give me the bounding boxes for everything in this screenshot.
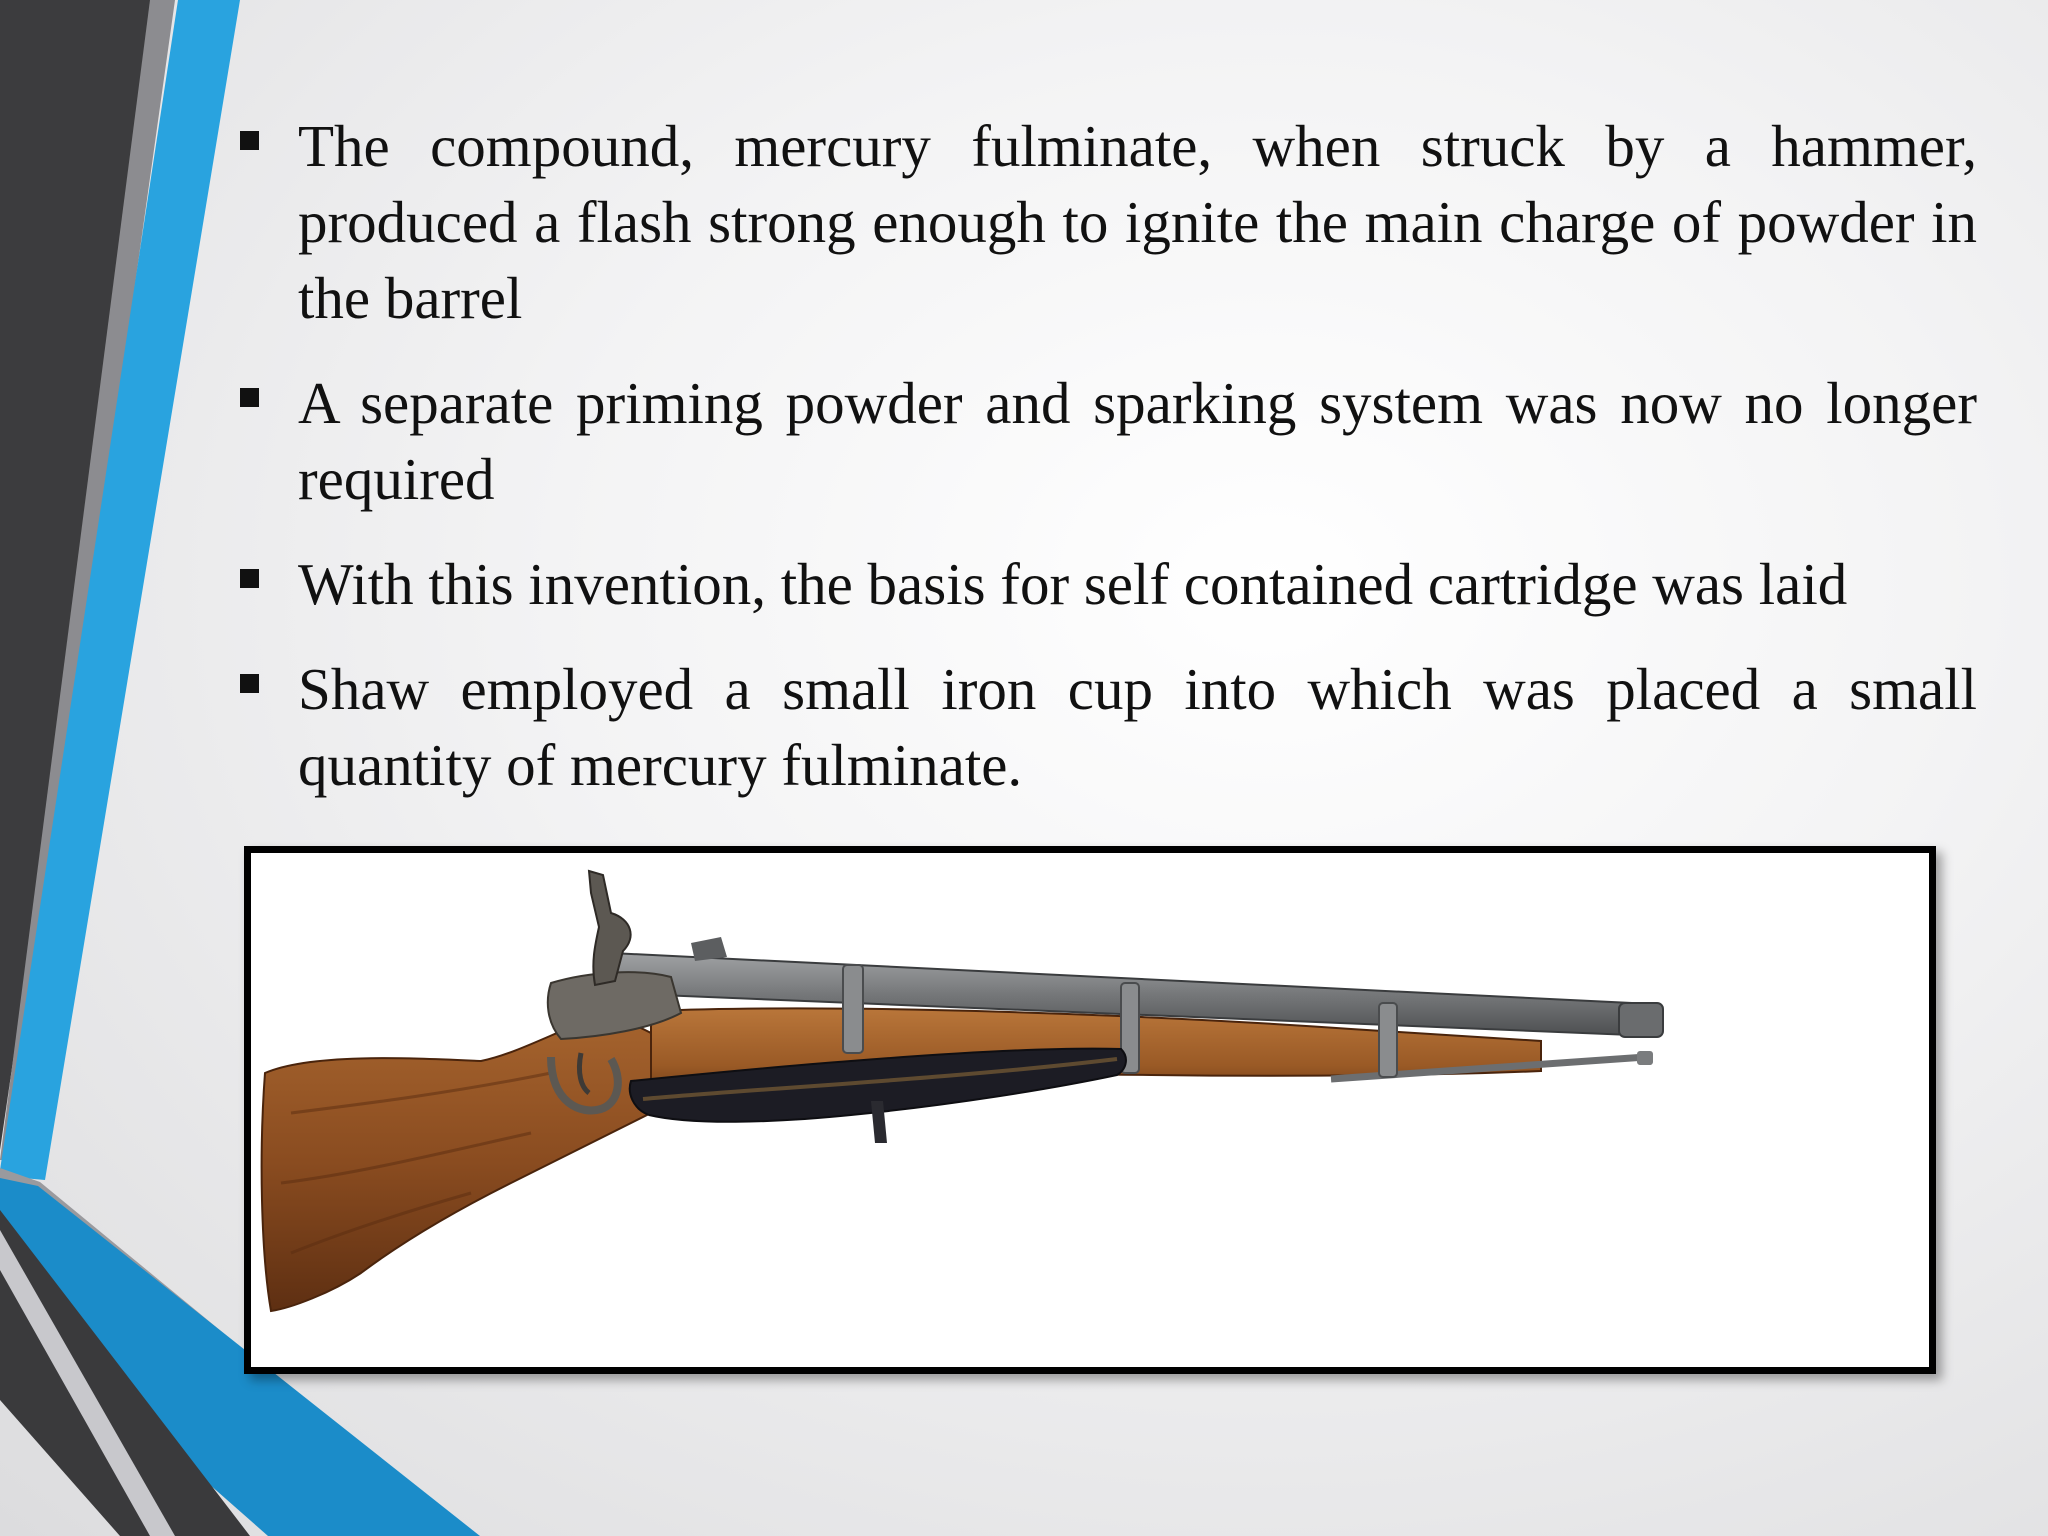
ramrod-tip [1637, 1051, 1653, 1065]
bullet-item [232, 108, 1977, 336]
rear-sight [691, 937, 727, 961]
barrel-band [843, 965, 863, 1053]
decor-stripe-gray [0, 0, 175, 1160]
bullet-text: With this invention, the basis for self contained cartridge was laid [298, 551, 1848, 617]
bullet-text: The compound, mercury fulminate, when struck by a hammer, produced a flash strong enough to ignite the main charge of powder in the barrel [298, 113, 1977, 331]
rifle-photo [244, 846, 1936, 1374]
muzzle [1619, 1003, 1663, 1037]
bullet-list [232, 108, 1977, 832]
decor-band-light [0, 1230, 175, 1536]
decor-band-dark [0, 1210, 250, 1536]
decor-stripe-dark [0, 0, 168, 1150]
bullet-marker-icon [240, 131, 259, 150]
rifle-stock [262, 1013, 671, 1311]
decor-stripe-blue [0, 0, 240, 1180]
percussion-rifle-illustration [251, 853, 1929, 1367]
bullet-marker-icon [240, 674, 259, 693]
bullet-marker-icon [240, 388, 259, 407]
barrel-band [1379, 1003, 1397, 1077]
bullet-text: A separate priming powder and sparking system was now no longer required [298, 370, 1977, 512]
bullet-text: Shaw employed a small iron cup into which was placed a small quantity of mercury fulminate. [298, 656, 1977, 798]
bullet-marker-icon [240, 569, 259, 588]
bullet-item [232, 651, 1977, 803]
bullet-item [232, 365, 1977, 517]
bullet-item [232, 546, 1977, 622]
